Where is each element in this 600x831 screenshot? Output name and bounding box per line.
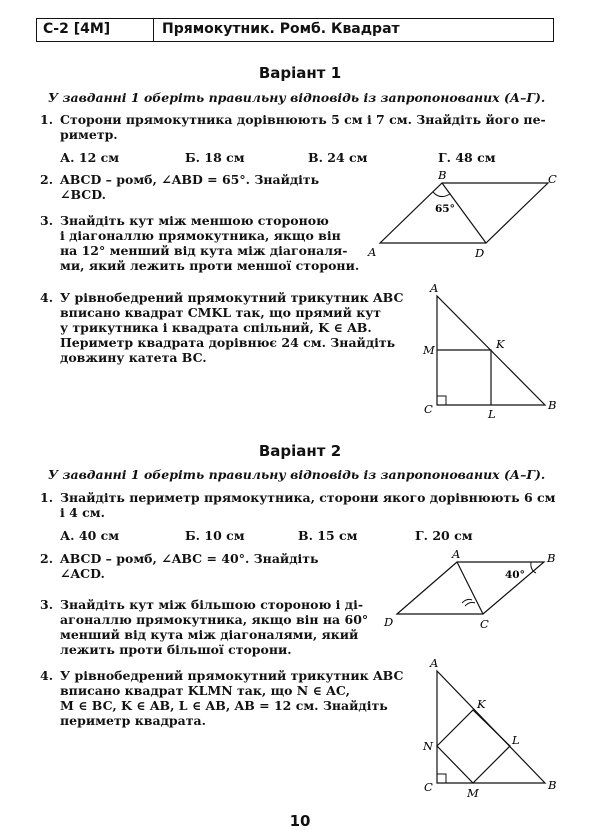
worksheet-title: Прямокутник. Ромб. Квадрат [162,21,400,37]
task-line: менший від кута між діагоналями, який [60,627,359,642]
task-line: лежить проти більшої сторони. [60,642,292,657]
task-number: 1. [40,112,54,127]
task-line: довжину катета BC. [60,350,207,365]
vertex-b-label: B [548,778,557,792]
vertex-a-label: A [452,547,461,561]
option-b: Б. 18 см [185,150,245,165]
task-line: ми, який лежить проти меншої сторони. [60,258,360,273]
vertex-a-label: A [430,656,439,670]
variant-2-title: Варіант 2 [258,442,342,460]
task-line: Знайдіть кут між меншою стороною [60,213,329,228]
task-line: У рівнобедрений прямокутний трикутник ABC [60,668,404,683]
task-line: на 12° менший від кута між діагоналя- [60,243,348,258]
vertex-c-label: C [424,780,433,794]
task-number: 1. [40,490,54,505]
option-c: В. 24 см [308,150,368,165]
square-klmn [437,710,510,783]
vertex-a-label: A [430,281,439,295]
task-line: риметр. [60,127,118,142]
vertex-m-label: M [467,786,479,800]
task-line: вписано квадрат CMKL так, що прямий кут [60,305,381,320]
task-line: ABCD – ромб, ∠ABC = 40°. Знайдіть [60,551,319,566]
task-number: 2. [40,551,54,566]
task-line: M ∈ BC, K ∈ AB, L ∈ AB, AB = 12 см. Знайдіть [60,698,388,713]
vertex-n-label: N [423,739,434,753]
variant-1-instruction: У завданні 1 оберіть правильну відповідь із запропонованих (А–Г). [48,90,546,105]
vertex-b-label: B [547,551,556,565]
vertex-b-label: B [548,398,557,412]
worksheet-code: С-2 [4М] [37,19,154,41]
task-line: периметр квадрата. [60,713,206,728]
vertex-k-label: K [477,697,486,711]
angle-label: 65° [435,203,455,215]
option-a: А. 12 см [60,150,120,165]
task-number: 2. [40,172,54,187]
variant-1-title: Варіант 1 [258,64,342,82]
task-line: ∠ACD. [60,566,105,581]
vertex-d-label: D [384,615,394,629]
task-line: ∠BCD. [60,187,106,202]
vertex-c-label: C [480,617,489,631]
vertex-c-label: C [424,402,433,416]
task-number: 3. [40,597,54,612]
task-line: і діагоналлю прямокутника, якщо він [60,228,341,243]
vertex-c-label: C [548,172,557,186]
vertex-b-label: B [438,168,447,182]
option-d: Г. 48 см [438,150,496,165]
task-line: ABCD – ромб, ∠ABD = 65°. Знайдіть [60,172,320,187]
task-line: У рівнобедрений прямокутний трикутник ABC [60,290,404,305]
task-line: Сторони прямокутника дорівнюють 5 см і 7 см. Знайдіть його пе- [60,112,546,127]
vertex-m-label: M [423,343,435,357]
task-line: Знайдіть периметр прямокутника, сторони якого дорівнюють 6 см [60,490,556,505]
task-line: Периметр квадрата дорівнює 24 см. Знайдіть [60,335,396,350]
vertex-k-label: K [496,337,505,351]
right-angle-mark [437,774,446,783]
task-line: агоналлю прямокутника, якщо він на 60° [60,612,369,627]
angle-label: 40° [505,569,525,581]
task-line: у трикутника і квадрата спільний, K ∈ AB. [60,320,372,335]
task-number: 3. [40,213,54,228]
option-b: Б. 10 см [185,528,245,543]
task-number: 4. [40,290,54,305]
option-d: Г. 20 см [415,528,473,543]
vertex-d-label: D [475,246,485,260]
task-line: і 4 см. [60,505,105,520]
vertex-a-label: A [368,245,377,259]
task-line: вписано квадрат KLMN так, що N ∈ AC, [60,683,350,698]
task-number: 4. [40,668,54,683]
vertex-l-label: L [512,733,520,747]
vertex-l-label: L [488,407,496,421]
variant-2-instruction: У завданні 1 оберіть правильну відповідь із запропонованих (А–Г). [48,467,546,482]
task-line: Знайдіть кут між більшою стороною і ді- [60,597,364,612]
option-a: А. 40 см [60,528,120,543]
option-c: В. 15 см [298,528,358,543]
page-number: 10 [289,812,311,830]
